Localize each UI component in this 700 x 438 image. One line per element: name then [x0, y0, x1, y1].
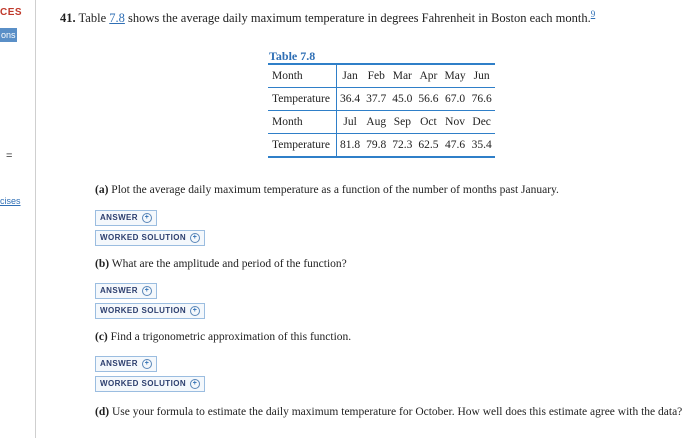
table-cell: 67.0: [444, 93, 466, 105]
expand-plus-icon: +: [190, 306, 200, 316]
worked-solution-label: WORKED SOLUTION: [100, 233, 186, 242]
part-b-text: What are the amplitude and period of the function?: [111, 258, 347, 270]
table-cell: Feb: [367, 70, 385, 82]
question-text-after: shows the average daily maximum temperature in degrees Fahrenheit in Boston each month.: [128, 11, 591, 26]
part-b-letter: (b): [95, 258, 110, 270]
sidebar-exercises-link[interactable]: cises: [0, 196, 21, 206]
answer-label: ANSWER: [100, 359, 138, 368]
part-a: [95, 184, 559, 196]
sidebar-divider: [35, 0, 36, 438]
table-cell: Jul: [343, 116, 357, 128]
table-row: [268, 88, 495, 111]
sidebar: [0, 0, 36, 438]
temperature-table: [268, 63, 495, 158]
question-text-before: Table: [78, 11, 107, 26]
table-cell: Dec: [472, 116, 491, 128]
table-cell: 35.4: [471, 139, 492, 151]
table-row: [268, 111, 495, 134]
expand-plus-icon: +: [190, 233, 200, 243]
table-cell: 37.7: [366, 93, 387, 105]
expand-plus-icon: +: [142, 359, 152, 369]
answer-label: ANSWER: [100, 213, 138, 222]
expand-plus-icon: +: [142, 286, 152, 296]
table-cell: Aug: [366, 116, 387, 128]
part-a-letter: (a): [95, 184, 109, 196]
answer-label: ANSWER: [100, 286, 138, 295]
part-d: [95, 404, 695, 421]
part-d-text: Use your formula to estimate the daily maximum temperature for October. How well does this estimate agree with the data?: [111, 406, 683, 418]
part-c: [95, 331, 351, 343]
part-a-text: Plot the average daily maximum temperature as a function of the number of months past January.: [111, 184, 559, 196]
part-b: [95, 258, 347, 270]
table-cell: Mar: [392, 70, 412, 82]
sidebar-menu-icon[interactable]: =: [6, 150, 13, 162]
table-cell: Nov: [445, 116, 465, 128]
answer-button-a[interactable]: [95, 210, 157, 226]
table-caption: Table 7.8: [269, 49, 316, 63]
answer-button-b[interactable]: [95, 283, 157, 299]
sidebar-title: CES: [0, 7, 23, 18]
table-cell: 56.6: [418, 93, 439, 105]
table-cell: 62.5: [418, 139, 439, 151]
worked-solution-label: WORKED SOLUTION: [100, 379, 186, 388]
expand-plus-icon: +: [142, 213, 152, 223]
part-c-text: Find a trigonometric approximation of this function.: [110, 331, 352, 343]
table-cell: 81.8: [340, 139, 361, 151]
worked-solution-label: WORKED SOLUTION: [100, 306, 186, 315]
table-cell: Jun: [473, 70, 490, 82]
row-label: Month: [268, 64, 337, 88]
sidebar-tab[interactable]: ons: [1, 30, 16, 40]
table-row: [268, 64, 495, 88]
table-cell: 47.6: [444, 139, 466, 151]
table-cell: 72.3: [392, 139, 413, 151]
table-cell: Jan: [342, 70, 358, 82]
row-label: Temperature: [268, 88, 337, 111]
table-cell: Oct: [420, 116, 437, 128]
part-d-letter: (d): [95, 406, 110, 418]
question-heading: [60, 9, 595, 26]
table-cell: Apr: [419, 70, 438, 82]
worked-solution-button-a[interactable]: [95, 230, 205, 246]
table-cell: 45.0: [392, 93, 413, 105]
table-cell: 79.8: [366, 139, 387, 151]
table-cell: Sep: [393, 116, 411, 128]
table-cell: May: [444, 70, 466, 82]
table-cell: 76.6: [471, 93, 492, 105]
part-c-letter: (c): [95, 331, 108, 343]
table-row: [268, 134, 495, 158]
question-number: 41.: [60, 11, 76, 26]
footnote-link[interactable]: 9: [590, 9, 596, 19]
table-reference-link[interactable]: 7.8: [109, 11, 125, 26]
row-label: Month: [268, 111, 337, 134]
table-cell: 36.4: [340, 93, 361, 105]
expand-plus-icon: +: [190, 379, 200, 389]
worked-solution-button-b[interactable]: [95, 303, 205, 319]
answer-button-c[interactable]: [95, 356, 157, 372]
worked-solution-button-c[interactable]: [95, 376, 205, 392]
row-label: Temperature: [268, 134, 337, 158]
